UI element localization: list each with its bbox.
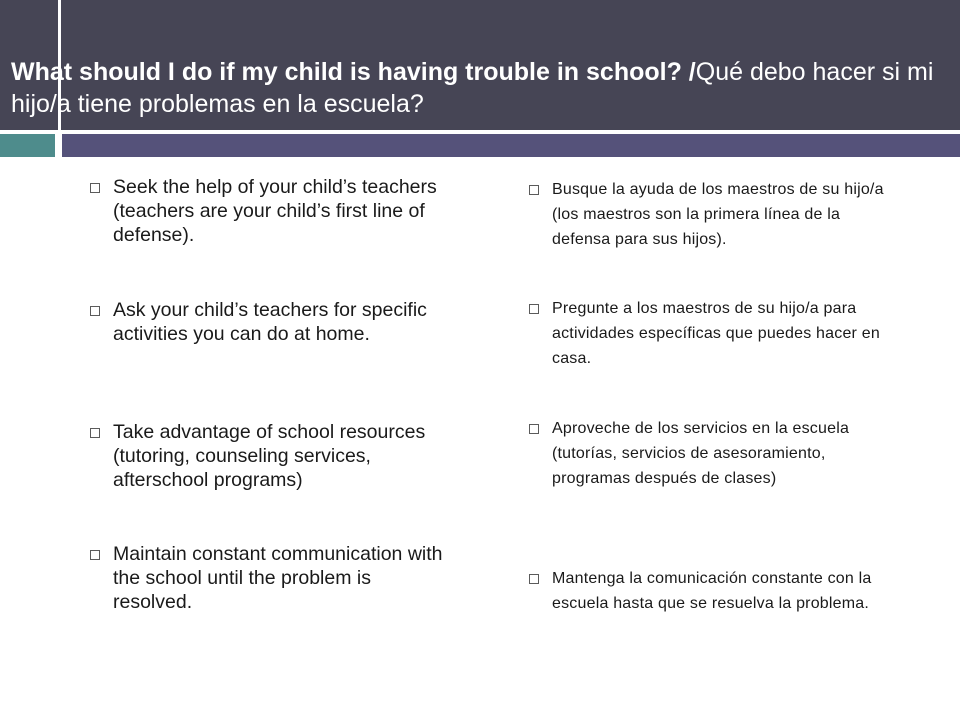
accent-band-teal xyxy=(0,134,55,157)
bullet-item xyxy=(90,175,450,247)
title-english: What should I do if my child is having trouble in school? / xyxy=(11,58,696,86)
bullet-item xyxy=(529,296,889,371)
bullet-text: Aproveche de los servicios en la escuela (tutorías, servicios de asesoramiento, programas después de clases) xyxy=(552,420,850,487)
bullet-text: Pregunte a los maestros de su hijo/a para actividades específicas que puedes hacer en casa. xyxy=(552,300,880,367)
square-bullet-icon xyxy=(90,183,100,193)
bullet-text: Maintain constant communication with the school until the problem is resolved. xyxy=(113,543,443,613)
bullet-text: Busque la ayuda de los maestros de su hijo/a (los maestros son la primera línea de la defensa para sus hijos). xyxy=(552,181,884,248)
bullet-item xyxy=(90,542,450,614)
bullet-item xyxy=(90,420,450,492)
square-bullet-icon xyxy=(90,428,100,438)
bullet-text: Mantenga la comunicación constante con la escuela hasta que se resuelva la problema. xyxy=(552,570,872,612)
bullet-text: Ask your child’s teachers for specific activities you can do at home. xyxy=(113,299,427,345)
bullet-item xyxy=(529,177,889,252)
bullet-item xyxy=(529,416,889,491)
bullet-item xyxy=(90,298,450,346)
bullet-text: Seek the help of your child’s teachers (teachers are your child’s first line of defense). xyxy=(113,176,437,246)
header-divider-horizontal xyxy=(0,130,960,134)
square-bullet-icon xyxy=(529,304,539,314)
square-bullet-icon xyxy=(529,424,539,434)
square-bullet-icon xyxy=(90,550,100,560)
accent-band-purple xyxy=(62,134,960,157)
bullet-text: Take advantage of school resources (tutoring, counseling services, afterschool programs) xyxy=(113,421,426,491)
square-bullet-icon xyxy=(90,306,100,316)
square-bullet-icon xyxy=(529,574,539,584)
square-bullet-icon xyxy=(529,185,539,195)
slide-title xyxy=(11,56,951,120)
bullet-item xyxy=(529,566,889,616)
title-spanish: Qué debo hacer si mi hijo/a tiene problemas en la escuela? xyxy=(11,58,934,118)
